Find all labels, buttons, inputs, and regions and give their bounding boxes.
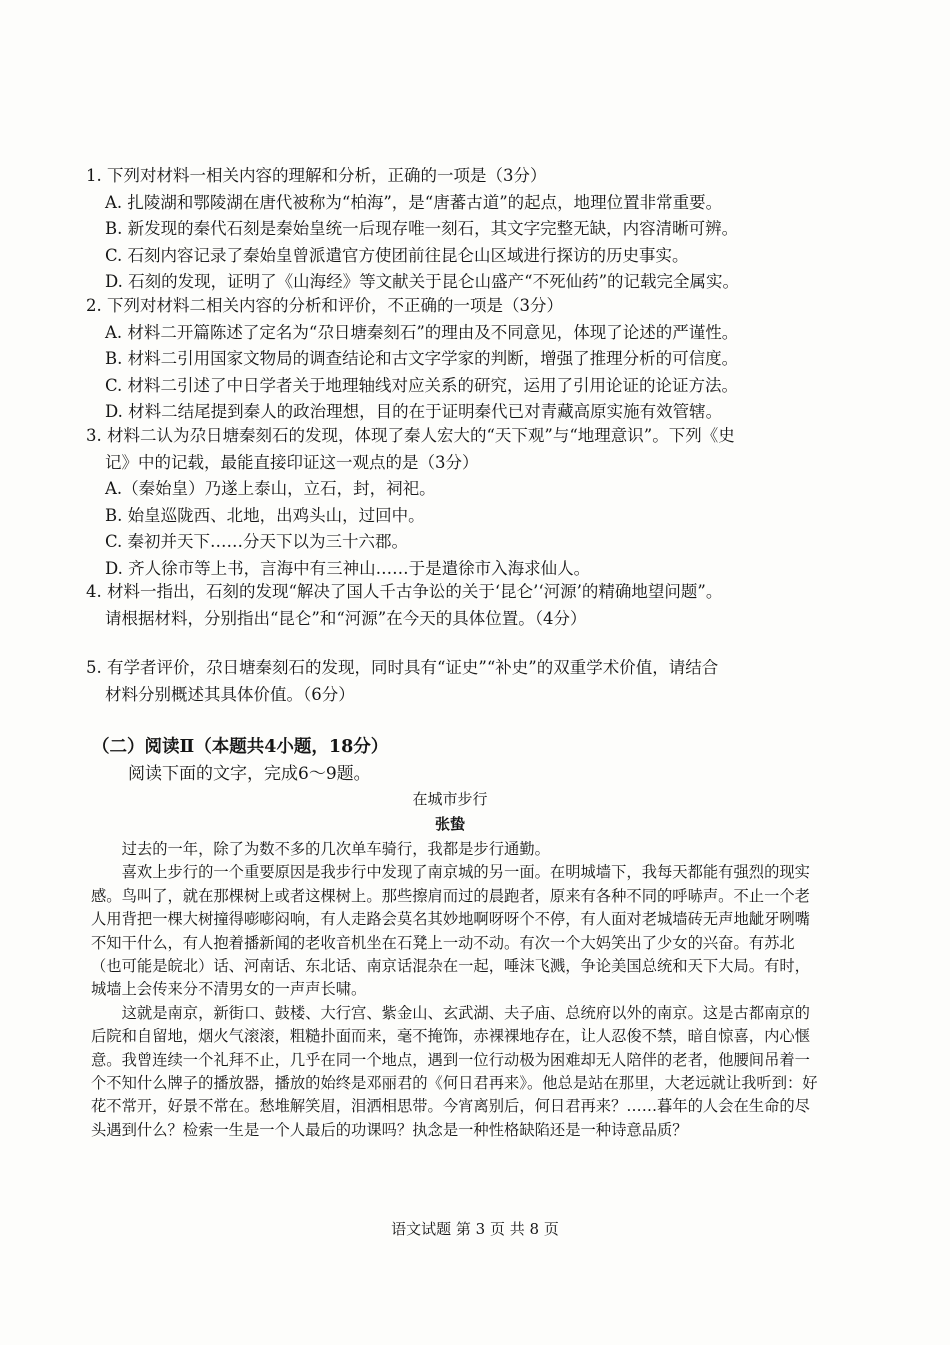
question-4-line-2: 请根据材料，分别指出“昆仑”和“河源”在今天的具体位置。（4分） <box>105 608 587 628</box>
article-title: 在城市步行 <box>412 790 488 808</box>
article-body <box>91 838 821 1142</box>
question-2-option-d: D. 材料二结尾提到秦人的政治理想，目的在于证明秦代已对青藏高原实施有效管辖。 <box>105 402 723 422</box>
section-intro: 阅读下面的文字，完成6～9题。 <box>128 764 371 784</box>
question-2-option-b: B. 材料二引用国家文物局的调查结论和古文字学家的判断，增强了推理分析的可信度。 <box>105 349 739 369</box>
question-3-stem-line-2: 记》中的记载，最能直接印证这一观点的是（3分） <box>105 452 479 472</box>
question-1-option-b: B. 新发现的秦代石刻是秦始皇统一后现存唯一刻石，其文字完整无缺，内容清晰可辨。 <box>105 219 739 239</box>
question-2-option-a: A. 材料二开篇陈述了定名为“尕日塘秦刻石”的理由及不同意见，体现了论述的严谨性。 <box>105 322 739 342</box>
question-5-line-2: 材料分别概述其具体价值。（6分） <box>105 684 355 704</box>
question-3-option-b: B. 始皇巡陇西、北地，出鸡头山，过回中。 <box>105 505 425 525</box>
article-author: 张蛰 <box>434 815 465 833</box>
question-5-line-1: 5. 有学者评价，尕日塘秦刻石的发现，同时具有“证史”“补史”的双重学术价值，请结合 <box>86 658 719 677</box>
question-3 <box>86 423 826 583</box>
question-3-stem-line-1: 3. 材料二认为尕日塘秦刻石的发现，体现了秦人宏大的“天下观”与“地理意识”。下列《史 <box>86 426 735 445</box>
question-2-stem: 2. 下列对材料二相关内容的分析和评价，不正确的一项是（3分） <box>86 296 563 315</box>
article-paragraph-2: 喜欢上步行的一个重要原因是我步行中发现了南京城的另一面。在明城墙下，我每天都能有强烈的现实感。鸟叫了，就在那棵树上或者这棵树上。那些擦肩而过的晨跑者，原来有各种不同的呼哧声。不止一个老人用背把一棵大树撞得嘭嘭闷响，有人走路会莫名其妙地啊呀呀个不停，有人面对老城墙砖无声地龇牙咧嘴不知干什么，有人抱着播新闻的老收音机坐在石凳上一动不动。有次一个大妈笑出了少女的兴奋。有苏北（也可能是皖北）话、河南话、东北话、南京话混杂在一起，唾沫飞溅，争论美国总统和天下大局。有时，城墙上会传来分不清男女的一声声长啸。 <box>91 863 810 999</box>
question-2 <box>86 293 826 426</box>
question-1-option-c: C. 石刻内容记录了秦始皇曾派遣官方使团前往昆仑山区域进行探访的历史事实。 <box>105 245 689 265</box>
page-footer: 语文试题 第 3 页 共 8 页 <box>391 1220 559 1238</box>
question-3-option-a: A.（秦始皇）乃遂上泰山，立石，封，祠祀。 <box>105 479 436 499</box>
question-5 <box>86 655 826 708</box>
question-3-option-c: C. 秦初并天下……分天下以为三十六郡。 <box>105 532 409 552</box>
article-paragraph-1: 过去的一年，除了为数不多的几次单车骑行，我都是步行通勤。 <box>121 840 550 858</box>
question-3-option-d: D. 齐人徐市等上书，言海中有三神山……于是遣徐市入海求仙人。 <box>105 558 591 578</box>
question-4-line-1: 4. 材料一指出，石刻的发现“解决了国人千古争讼的关于‘昆仑’‘河源’的精确地望问题”。 <box>86 582 723 601</box>
question-1-option-a: A. 扎陵湖和鄂陵湖在唐代被称为“柏海”，是“唐蕃古道”的起点，地理位置非常重要。 <box>105 192 723 212</box>
question-2-option-c: C. 材料二引述了中日学者关于地理轴线对应关系的研究，运用了引用论证的论证方法。 <box>105 375 739 395</box>
question-1-option-d: D. 石刻的发现，证明了《山海经》等文献关于昆仑山盛产“不死仙药”的记载完全属实。 <box>105 272 740 292</box>
question-1 <box>86 163 826 296</box>
section-heading: （二）阅读Ⅱ（本题共4小题，18分） <box>92 737 389 757</box>
question-4 <box>86 579 826 632</box>
article-paragraph-3: 这就是南京，新街口、鼓楼、大行宫、紫金山、玄武湖、夫子庙、总统府以外的南京。这是古都南京的后院和自留地，烟火气滚滚，粗糙扑面而来，毫不掩饰，赤裸裸地存在，让人忍俊不禁，暗自惊喜，内心惬意。我曾连续一个礼拜不止，几乎在同一个地点，遇到一位行动极为困难却无人陪伴的老者，他腰间吊着一个不知什么牌子的播放器，播放的始终是邓丽君的《何日君再来》。他总是站在那里，大老远就让我听到：好花不常开，好景不常在。愁堆解笑眉，泪洒相思带。今宵离别后，何日君再来？……暮年的人会在生命的尽头遇到什么？检索一生是一个人最后的功课吗？执念是一种性格缺陷还是一种诗意品质？ <box>91 1003 818 1139</box>
question-1-stem: 1. 下列对材料一相关内容的理解和分析，正确的一项是（3分） <box>86 166 547 185</box>
